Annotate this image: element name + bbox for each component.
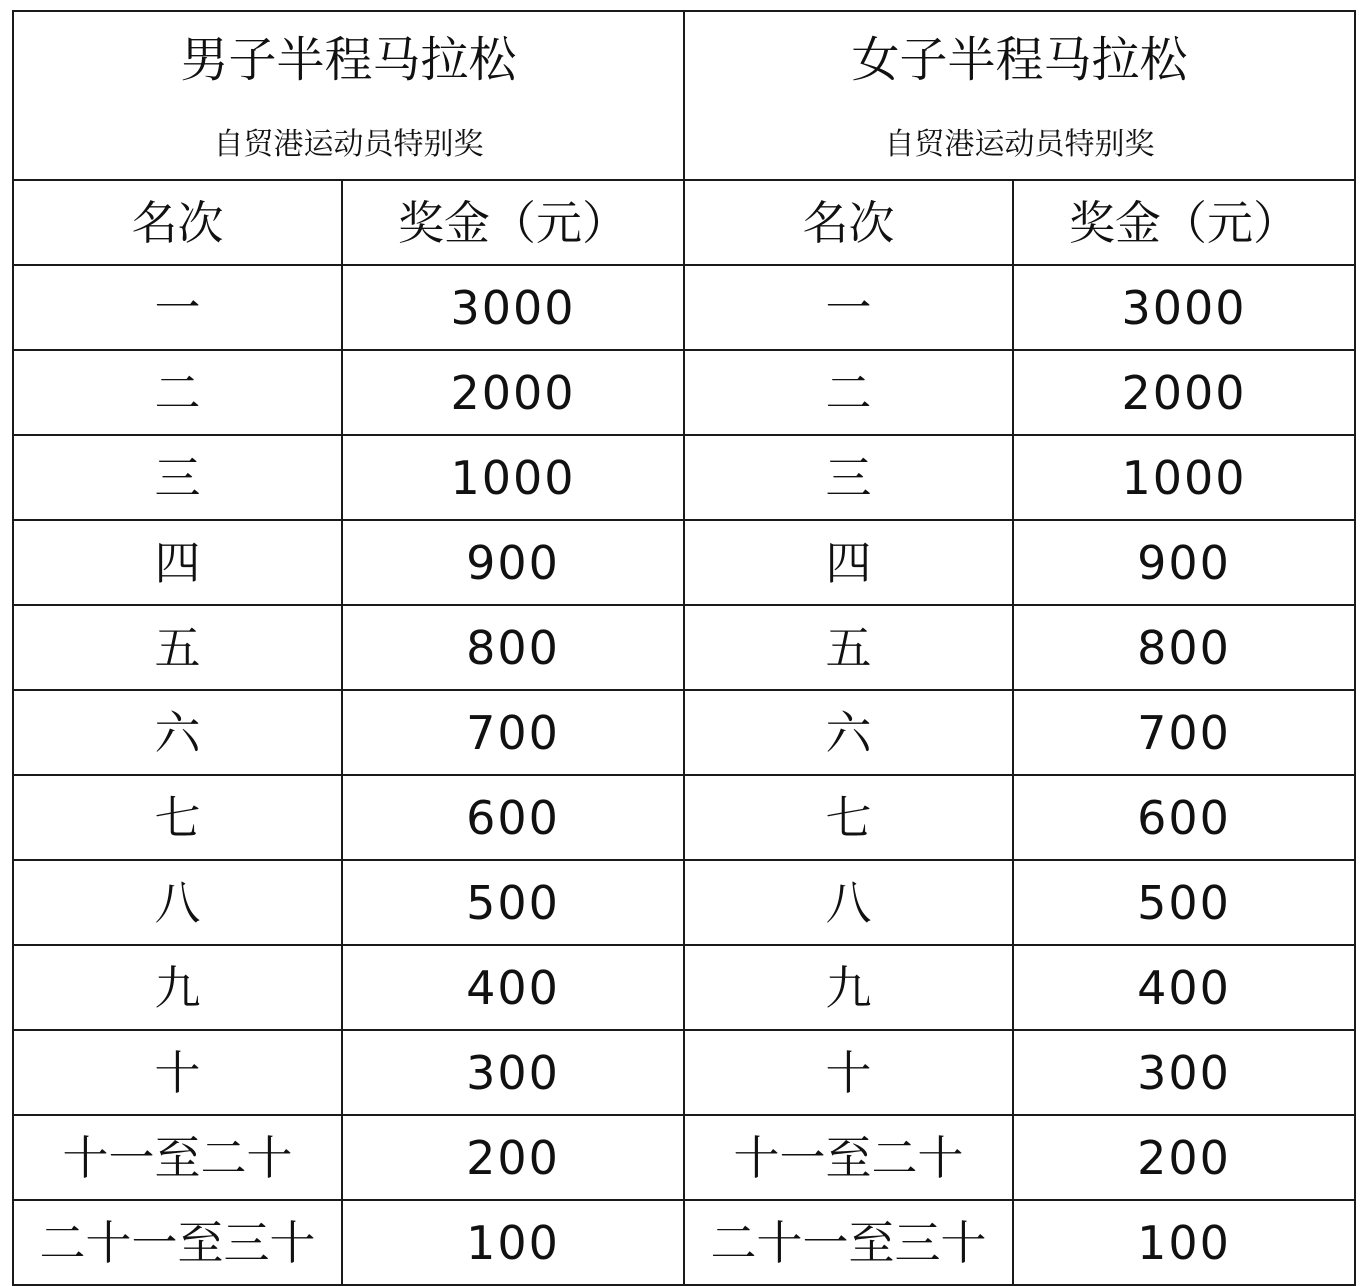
- women-rank-cell: 三: [684, 435, 1013, 520]
- women-rank-cell: 六: [684, 690, 1013, 775]
- table-row: [13, 435, 1355, 520]
- women-rank-cell: 八: [684, 860, 1013, 945]
- men-amount-cell: 100: [342, 1200, 684, 1285]
- women-amount-cell: 700: [1013, 690, 1355, 775]
- women-amount-header: 奖金（元）: [1013, 180, 1355, 265]
- column-header-row: [13, 180, 1355, 265]
- women-amount-cell: 3000: [1013, 265, 1355, 350]
- women-rank-cell: 九: [684, 945, 1013, 1030]
- women-amount-cell: 900: [1013, 520, 1355, 605]
- men-rank-cell: 十一至二十: [13, 1115, 342, 1200]
- men-rank-cell: 四: [13, 520, 342, 605]
- women-amount-cell: 200: [1013, 1115, 1355, 1200]
- women-amount-cell: 1000: [1013, 435, 1355, 520]
- table-row: [13, 605, 1355, 690]
- table-row: [13, 775, 1355, 860]
- men-rank-cell: 一: [13, 265, 342, 350]
- table-row: [13, 860, 1355, 945]
- men-amount-cell: 800: [342, 605, 684, 690]
- women-section-title: 女子半程马拉松: [851, 31, 1188, 88]
- men-amount-cell: 2000: [342, 350, 684, 435]
- men-amount-cell: 600: [342, 775, 684, 860]
- men-rank-cell: 三: [13, 435, 342, 520]
- women-amount-cell: 2000: [1013, 350, 1355, 435]
- table-row: [13, 1115, 1355, 1200]
- women-amount-cell: 500: [1013, 860, 1355, 945]
- men-rank-cell: 六: [13, 690, 342, 775]
- women-rank-header: 名次: [684, 180, 1013, 265]
- women-rank-cell: 一: [684, 265, 1013, 350]
- men-rank-header: 名次: [13, 180, 342, 265]
- men-rank-cell: 八: [13, 860, 342, 945]
- women-amount-cell: 100: [1013, 1200, 1355, 1285]
- men-amount-cell: 900: [342, 520, 684, 605]
- table-row: [13, 520, 1355, 605]
- men-rank-cell: 五: [13, 605, 342, 690]
- section-header-row: [13, 11, 1355, 180]
- women-rank-cell: 七: [684, 775, 1013, 860]
- women-rank-cell: 四: [684, 520, 1013, 605]
- men-amount-header: 奖金（元）: [342, 180, 684, 265]
- table-row: [13, 690, 1355, 775]
- table-row: [13, 1200, 1355, 1285]
- table-row: [13, 265, 1355, 350]
- table-row: [13, 350, 1355, 435]
- men-rank-cell: 七: [13, 775, 342, 860]
- men-amount-cell: 1000: [342, 435, 684, 520]
- prize-table: [12, 10, 1356, 1286]
- men-rank-cell: 十: [13, 1030, 342, 1115]
- women-amount-cell: 600: [1013, 775, 1355, 860]
- women-amount-cell: 800: [1013, 605, 1355, 690]
- men-amount-cell: 3000: [342, 265, 684, 350]
- men-amount-cell: 400: [342, 945, 684, 1030]
- men-section-subtitle: 自贸港运动员特别奖: [213, 126, 484, 162]
- men-amount-cell: 300: [342, 1030, 684, 1115]
- men-rank-cell: 二十一至三十: [13, 1200, 342, 1285]
- men-rank-cell: 九: [13, 945, 342, 1030]
- table-row: [13, 945, 1355, 1030]
- men-section-header: [13, 11, 684, 180]
- men-section-title: 男子半程马拉松: [180, 31, 517, 88]
- men-rank-cell: 二: [13, 350, 342, 435]
- women-rank-cell: 二十一至三十: [684, 1200, 1013, 1285]
- women-amount-cell: 400: [1013, 945, 1355, 1030]
- men-amount-cell: 200: [342, 1115, 684, 1200]
- men-amount-cell: 700: [342, 690, 684, 775]
- women-amount-cell: 300: [1013, 1030, 1355, 1115]
- men-amount-cell: 500: [342, 860, 684, 945]
- women-rank-cell: 五: [684, 605, 1013, 690]
- women-rank-cell: 十: [684, 1030, 1013, 1115]
- women-rank-cell: 十一至二十: [684, 1115, 1013, 1200]
- women-rank-cell: 二: [684, 350, 1013, 435]
- table-row: [13, 1030, 1355, 1115]
- women-section-subtitle: 自贸港运动员特别奖: [884, 126, 1155, 162]
- women-section-header: [684, 11, 1355, 180]
